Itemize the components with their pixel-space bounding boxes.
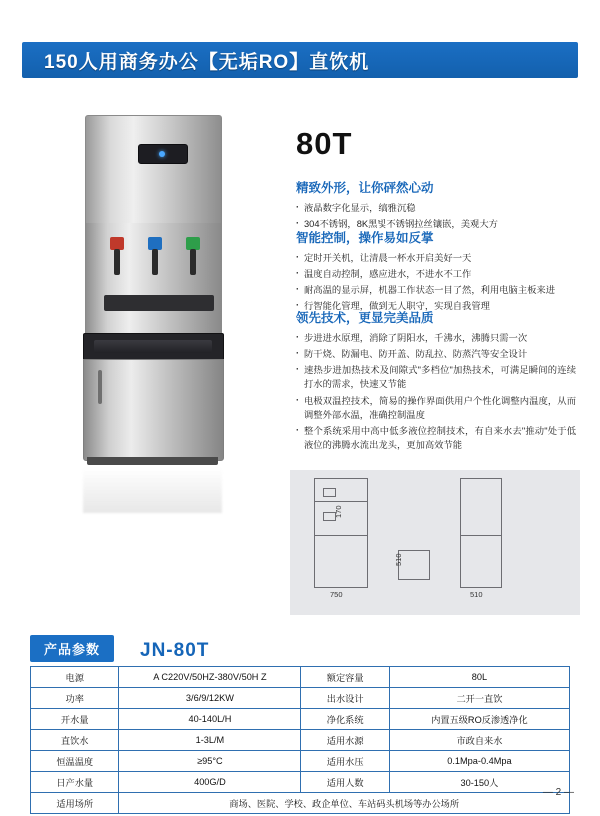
spec-value: A C220V/50HZ-380V/50H Z bbox=[119, 667, 301, 688]
spec-value: 400G/D bbox=[119, 772, 301, 793]
page-title: 150人用商务办公【无垢RO】直饮机 bbox=[44, 51, 370, 73]
control-screen bbox=[94, 340, 212, 353]
dispenser-tap-area bbox=[85, 223, 222, 335]
drawing-front-view bbox=[314, 478, 368, 588]
spec-key: 功率 bbox=[31, 688, 119, 709]
drawing-side-view bbox=[460, 478, 502, 588]
spec-key: 适用水压 bbox=[301, 751, 389, 772]
spec-key: 适用人数 bbox=[301, 772, 389, 793]
spec-key: 适用水源 bbox=[301, 730, 389, 751]
feature-bullet: · 液晶数字化显示，缟雅沉稳 bbox=[296, 201, 576, 215]
spec-key: 恒温温度 bbox=[31, 751, 119, 772]
feature-bullet: · 耐高温的显示屏，机器工作状态一目了然，利用电脑主板来进 bbox=[296, 283, 576, 297]
power-led-icon bbox=[159, 151, 165, 157]
spec-value: 40-140L/H bbox=[119, 709, 301, 730]
tap-cold bbox=[148, 237, 162, 279]
feature-heading-1: 精致外形，让你砰然心动 bbox=[296, 181, 434, 195]
spec-value: 3/6/9/12KW bbox=[119, 688, 301, 709]
spec-key: 日产水量 bbox=[31, 772, 119, 793]
dimension-label-depth: 510 bbox=[470, 590, 483, 599]
spec-model: JN-80T bbox=[140, 640, 210, 661]
table-row bbox=[31, 751, 570, 772]
feature-section-2 bbox=[296, 228, 576, 316]
tap-hot bbox=[110, 237, 124, 279]
feature-bullet: · 步进进水原理，消除了阴阳水，千沸水，沸腾只需一次 bbox=[296, 331, 576, 345]
spec-table bbox=[30, 666, 570, 814]
feature-bullet: · 整个系统采用中高中低多液位控制技术，有自来水去"推动"处于低液位的沸腾水流出龙头，更加高效节能 bbox=[296, 424, 576, 452]
drip-tray bbox=[104, 295, 214, 311]
tap-purified bbox=[186, 237, 200, 279]
dimension-label-inner: 510 bbox=[394, 553, 403, 566]
dimension-label-height: 170 bbox=[334, 505, 343, 518]
spec-value: 二开一直饮 bbox=[389, 688, 569, 709]
page-title-bar bbox=[22, 42, 578, 78]
spec-value: 市政自来水 bbox=[389, 730, 569, 751]
spec-key-place: 适用场所 bbox=[31, 793, 119, 814]
photo-reflection bbox=[83, 467, 222, 513]
spec-value: 80L bbox=[389, 667, 569, 688]
spec-tag: 产品参数 bbox=[30, 635, 114, 662]
spec-key: 开水量 bbox=[31, 709, 119, 730]
table-row bbox=[31, 688, 570, 709]
base-plinth bbox=[87, 457, 218, 465]
spec-key: 电源 bbox=[31, 667, 119, 688]
spec-key: 出水设计 bbox=[301, 688, 389, 709]
spec-key: 净化系统 bbox=[301, 709, 389, 730]
feature-bullet: · 防干烧、防漏电、防开盖、防乱拉、防蒸汽等安全设计 bbox=[296, 347, 576, 361]
feature-bullet: · 行智能化管理，做到无人职守，实现自我管理 bbox=[296, 299, 576, 313]
dimension-drawing bbox=[290, 470, 580, 615]
table-row bbox=[31, 709, 570, 730]
spec-key: 额定容量 bbox=[301, 667, 389, 688]
dispenser-display-panel bbox=[138, 144, 188, 164]
spec-value-place: 商场、医院、学校、政企单位、车站码头机场等办公场所 bbox=[119, 793, 570, 814]
page-number: — 2 — bbox=[542, 787, 574, 798]
table-row bbox=[31, 667, 570, 688]
feature-bullet: · 速热步进加热技术及间隙式"多档位"加热技术，可满足瞬间的连续打水的需求，快速又节能 bbox=[296, 363, 576, 391]
feature-bullet: · 温度自动控制，感应进水，不进水不工作 bbox=[296, 267, 576, 281]
spec-section bbox=[30, 632, 570, 814]
table-row bbox=[31, 730, 570, 751]
feature-bullet: · 304不锈钢，8K黑빛不锈钢拉丝镶嵌，美观大方 bbox=[296, 217, 576, 231]
feature-bullet: · 定时开关机，让清晨一杯水开启美好一天 bbox=[296, 251, 576, 265]
dimension-label-width: 750 bbox=[330, 590, 343, 599]
spec-value: 0.1Mpa-0.4Mpa bbox=[389, 751, 569, 772]
feature-bullet: · 电极双温控技术，简易的操作界面供用户个性化调整内温度，从而调整外部水温，准确控制温度 bbox=[296, 394, 576, 422]
control-panel bbox=[83, 333, 224, 361]
spec-value: 内置五级RO反渗透净化 bbox=[389, 709, 569, 730]
spec-value: 30-150人 bbox=[389, 772, 569, 793]
feature-section-1 bbox=[296, 178, 576, 233]
spec-header bbox=[30, 632, 570, 662]
table-row-place bbox=[31, 793, 570, 814]
product-photo bbox=[55, 105, 270, 425]
dispenser-top-housing bbox=[85, 115, 222, 227]
spec-value: ≥95°C bbox=[119, 751, 301, 772]
feature-heading-2: 智能控制，操作易如反掌 bbox=[296, 231, 434, 245]
table-row bbox=[31, 772, 570, 793]
spec-key: 直饮水 bbox=[31, 730, 119, 751]
cabinet-door bbox=[83, 359, 224, 461]
product-model: 80T bbox=[296, 126, 353, 161]
spec-value: 1-3L/M bbox=[119, 730, 301, 751]
feature-heading-3: 领先技术，更显完美品质 bbox=[296, 311, 434, 325]
feature-section-3 bbox=[296, 308, 576, 454]
cabinet-handle bbox=[98, 370, 102, 404]
